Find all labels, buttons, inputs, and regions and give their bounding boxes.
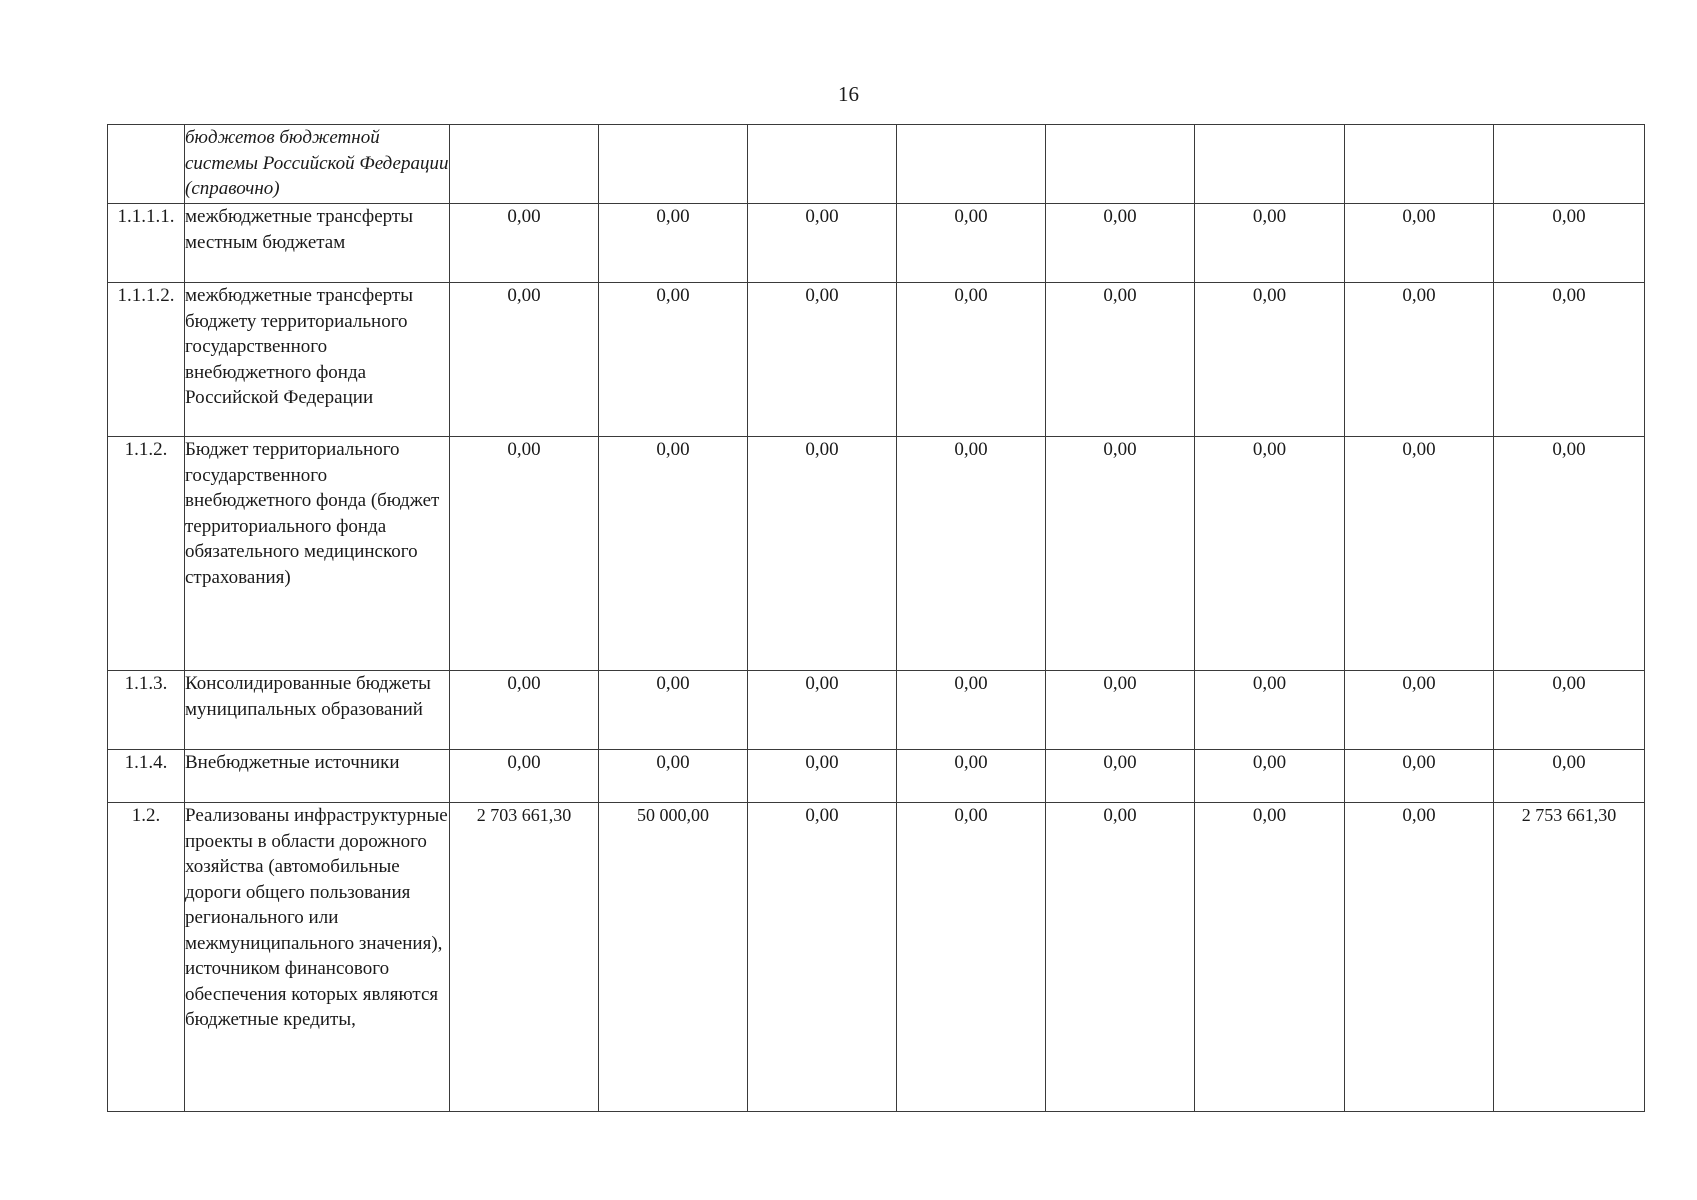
value-cell: 0,00 <box>450 437 599 671</box>
value-cell: 0,00 <box>450 750 599 803</box>
value-cell <box>599 125 748 204</box>
value-cell: 0,00 <box>748 204 897 283</box>
value-cell: 0,00 <box>748 437 897 671</box>
value-cell: 0,00 <box>897 204 1046 283</box>
value-cell: 0,00 <box>897 437 1046 671</box>
value-cell: 0,00 <box>748 283 897 437</box>
value-cell: 0,00 <box>450 671 599 750</box>
row-number: 1.2. <box>108 803 185 1112</box>
value-cell: 0,00 <box>1046 803 1195 1112</box>
value-cell: 0,00 <box>897 283 1046 437</box>
value-cell <box>1494 125 1645 204</box>
table-row <box>108 671 1645 750</box>
row-name: Бюджет территориального государственного внебюджетного фонда (бюджет территориального фонда обязательного медицинского страхования) <box>185 437 450 671</box>
row-name: бюджетов бюджетной системы Российской Федерации (справочно) <box>185 125 450 204</box>
value-cell: 0,00 <box>450 204 599 283</box>
value-cell: 0,00 <box>748 671 897 750</box>
page-number: 16 <box>838 82 859 106</box>
value-cell: 0,00 <box>1195 671 1345 750</box>
value-cell: 2 703 661,30 <box>450 803 599 1112</box>
table-row <box>108 750 1645 803</box>
row-name: межбюджетные трансферты местным бюджетам <box>185 204 450 283</box>
value-cell: 0,00 <box>1345 671 1494 750</box>
table-row <box>108 125 1645 204</box>
value-cell: 0,00 <box>1494 283 1645 437</box>
value-cell: 0,00 <box>1046 437 1195 671</box>
value-cell: 0,00 <box>1494 204 1645 283</box>
value-cell: 0,00 <box>1345 750 1494 803</box>
value-cell: 0,00 <box>897 803 1046 1112</box>
value-cell: 0,00 <box>1046 283 1195 437</box>
value-cell: 0,00 <box>1195 283 1345 437</box>
value-cell <box>450 125 599 204</box>
value-cell <box>1046 125 1195 204</box>
value-cell: 0,00 <box>599 204 748 283</box>
value-cell: 0,00 <box>1494 437 1645 671</box>
value-cell: 0,00 <box>1345 803 1494 1112</box>
value-cell: 0,00 <box>1195 803 1345 1112</box>
value-cell: 0,00 <box>1046 204 1195 283</box>
row-number: 1.1.2. <box>108 437 185 671</box>
value-cell: 0,00 <box>599 750 748 803</box>
value-cell: 0,00 <box>748 750 897 803</box>
value-cell: 0,00 <box>599 671 748 750</box>
row-number: 1.1.3. <box>108 671 185 750</box>
row-name: Внебюджетные источники <box>185 750 450 803</box>
value-cell: 0,00 <box>897 750 1046 803</box>
value-cell: 2 753 661,30 <box>1494 803 1645 1112</box>
value-cell <box>897 125 1046 204</box>
row-name: Консолидированные бюджеты муниципальных образований <box>185 671 450 750</box>
value-cell: 0,00 <box>1494 671 1645 750</box>
row-number <box>108 125 185 204</box>
row-name: Реализованы инфраструктурные проекты в области дорожного хозяйства (автомобильные дороги общего пользования регионального или межмуниципального значения), источником финансового обеспечения которых являются бюджетные кредиты, <box>185 803 450 1112</box>
table-row <box>108 803 1645 1112</box>
value-cell: 0,00 <box>1195 204 1345 283</box>
value-cell: 0,00 <box>748 803 897 1112</box>
table-row <box>108 283 1645 437</box>
value-cell <box>1195 125 1345 204</box>
value-cell: 50 000,00 <box>599 803 748 1112</box>
value-cell: 0,00 <box>599 283 748 437</box>
value-cell: 0,00 <box>1345 283 1494 437</box>
value-cell: 0,00 <box>1345 204 1494 283</box>
table-body <box>108 125 1645 1112</box>
row-number: 1.1.1.1. <box>108 204 185 283</box>
value-cell: 0,00 <box>1046 671 1195 750</box>
value-cell: 0,00 <box>1494 750 1645 803</box>
row-name: межбюджетные трансферты бюджету территориального государственного внебюджетного фонда Российской Федерации <box>185 283 450 437</box>
budget-table <box>107 124 1645 1112</box>
value-cell: 0,00 <box>897 671 1046 750</box>
row-number: 1.1.1.2. <box>108 283 185 437</box>
value-cell: 0,00 <box>599 437 748 671</box>
value-cell: 0,00 <box>1195 750 1345 803</box>
row-number: 1.1.4. <box>108 750 185 803</box>
table-row <box>108 204 1645 283</box>
value-cell <box>1345 125 1494 204</box>
value-cell: 0,00 <box>1345 437 1494 671</box>
value-cell: 0,00 <box>450 283 599 437</box>
value-cell: 0,00 <box>1195 437 1345 671</box>
table-row <box>108 437 1645 671</box>
value-cell <box>748 125 897 204</box>
value-cell: 0,00 <box>1046 750 1195 803</box>
